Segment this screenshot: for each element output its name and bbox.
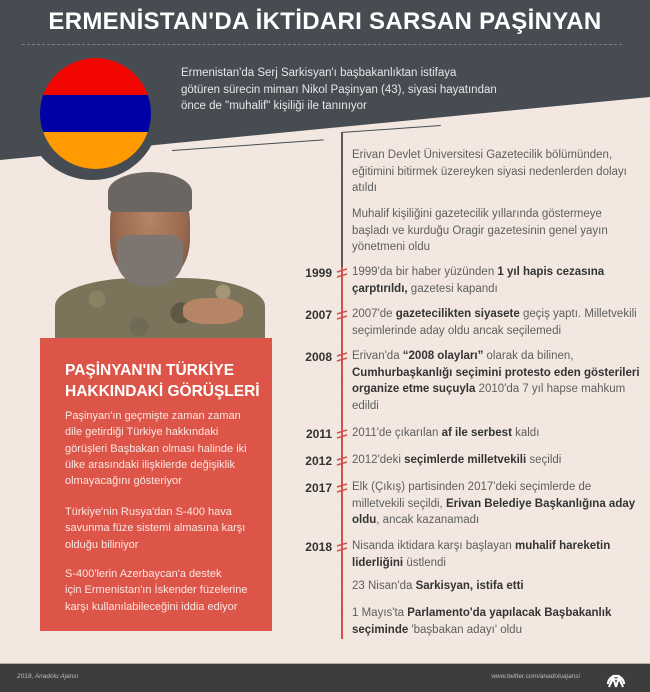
entry-text: kaldı <box>511 427 540 439</box>
armenia-flag-icon <box>40 58 151 169</box>
timeline-year: 2012 <box>305 454 332 468</box>
entry-text: 2007'de <box>352 308 396 320</box>
timeline-year: 2011 <box>305 427 332 441</box>
timeline-entry-text <box>352 206 642 256</box>
title-line: PAŞİNYAN'IN TÜRKİYE <box>65 362 235 379</box>
entry-text: Elk (Çıkış) partisinden 2017'deki seçimlerde de milletvekili seçildi, <box>352 481 592 510</box>
paragraph-line: dile getirdiği Türkiye hakkındaki <box>65 426 219 439</box>
entry-text: 2012'deki <box>352 454 405 466</box>
timeline-break-icon <box>336 483 348 493</box>
highlight-text: Parlamento'da yapılacak Başbakanlık seçiminde <box>352 607 612 636</box>
photo-hand <box>183 298 243 324</box>
photo-beard <box>117 235 183 287</box>
paragraph-line: ülke arasındaki ilişkilerde değişiklik <box>65 458 235 471</box>
entry-text: seçildi <box>526 454 562 466</box>
timeline-line-dark <box>341 132 343 267</box>
turkey-views-title <box>65 360 265 402</box>
entry-text: Erivan'da <box>352 350 403 362</box>
page-title: ERMENİSTAN'DA İKTİDARI SARSAN PAŞİNYAN <box>48 8 602 35</box>
paragraph-line: Paşinyan'ın geçmişte zaman zaman <box>65 410 241 422</box>
entry-text: 2011'de çıkarılan <box>352 427 442 439</box>
entry-text: 'başbakan adayı' oldu <box>408 623 522 636</box>
highlight-text: Erivan Belediye Başkanlığına aday oldu <box>352 497 636 526</box>
flag-band-blue <box>40 95 151 132</box>
turkey-views-panel <box>40 338 272 631</box>
timeline-entry-text <box>352 452 642 469</box>
paragraph-line: S-400'lerin Azerbaycan'a destek <box>65 568 222 580</box>
timeline-break-icon <box>336 268 348 278</box>
highlight-text: “2008 olayları” <box>402 350 484 362</box>
title-line: HAKKINDAKİ GÖRÜŞLERİ <box>65 383 260 400</box>
timeline-top-line <box>341 125 441 133</box>
timeline-entry-text <box>352 538 642 571</box>
entry-text: , ancak kazanamadı <box>376 514 480 526</box>
timeline-year: 2008 <box>305 350 332 364</box>
highlight-text: 1 yıl hapis cezasına çarptırıldı, <box>352 266 605 295</box>
footer <box>0 663 650 692</box>
turkey-views-paragraph <box>65 408 270 489</box>
intro-text <box>181 65 541 115</box>
portrait-photo <box>55 170 265 338</box>
timeline-entry-text <box>352 578 642 595</box>
timeline-break-icon <box>336 542 348 552</box>
timeline-break-icon <box>336 456 348 466</box>
timeline-line-red <box>341 267 343 639</box>
turkey-views-paragraph <box>65 566 270 615</box>
photo-hair <box>108 172 192 212</box>
timeline-break-icon <box>336 310 348 320</box>
timeline-year: 2007 <box>305 308 332 322</box>
decorative-line <box>172 139 324 151</box>
entry-text: 23 Nisan'da <box>352 580 416 592</box>
timeline-entry-text <box>352 264 642 297</box>
footer-url[interactable]: www.twitter.com/anadoluajansi <box>491 673 580 680</box>
highlight-text: seçimlerde milletvekili <box>404 454 527 466</box>
timeline-entry-text <box>352 605 642 638</box>
intro-line: önce de "muhalif" kişiliği ile tanınıyor <box>181 100 367 112</box>
intro-line: Ermenistan'da Serj Sarkisyan'ı başbakanlıktan istifaya <box>181 67 457 79</box>
timeline-break-icon <box>336 352 348 362</box>
intro-line: götüren sürecin mimarı Nikol Paşinyan (43), siyasi hayatından <box>181 83 497 96</box>
entry-text: üstlendi <box>403 556 446 569</box>
paragraph-line: savunma füze sistemi almasına karşı <box>65 522 246 535</box>
entry-text: 1999'da bir haber yüzünden <box>352 266 498 278</box>
timeline-year: 1999 <box>305 266 332 280</box>
paragraph-line: Türkiye'nin Rusya'dan S-400 hava <box>65 506 232 518</box>
paragraph-line: için Ermenistan'ın İskender füzelerine <box>65 584 248 597</box>
entry-text: olarak da bilinen, <box>483 350 574 362</box>
paragraph-line: görüşleri Başbakan olması halinde iki <box>65 442 247 455</box>
entry-text: 1 Mayıs'ta <box>352 607 408 619</box>
entry-text: 2010'da 7 yıl hapse mahkum edildi <box>352 383 626 412</box>
timeline-entry-text <box>352 147 642 197</box>
highlight-text: muhalif hareketin liderliğini <box>352 540 611 569</box>
anadolu-agency-logo-icon <box>605 668 627 688</box>
entry-text: Muhalif kişiliğini gazetecilik yıllarında göstermeye başladı ve kurduğu Oragir gazetesinin genel yayın yönetmeni oldu <box>352 208 608 253</box>
timeline-year: 2018 <box>305 540 332 554</box>
paragraph-line: olduğu biliniyor <box>65 538 139 551</box>
entry-text: geçiş yaptı. Milletvekili seçimlerinde aday oldu ancak seçilemedi <box>352 308 637 337</box>
highlight-text: af ile serbest <box>441 427 512 439</box>
entry-text: gazetesi kapandı <box>407 282 498 295</box>
highlight-text: gazetecilikten siyasete <box>395 308 520 320</box>
timeline-entry-text <box>352 348 642 414</box>
highlight-text: Sarkisyan, istifa etti <box>415 580 524 592</box>
footer-copyright: 2018, Anadolu Ajansı <box>17 673 79 680</box>
timeline-entry-text <box>352 306 642 339</box>
paragraph-line: karşı kullanılabileceğini iddia ediyor <box>65 600 238 613</box>
timeline-entry-text <box>352 479 642 529</box>
timeline-break-icon <box>336 429 348 439</box>
turkey-views-paragraph <box>65 504 270 553</box>
timeline-year: 2017 <box>305 481 332 495</box>
title-divider <box>22 44 622 45</box>
entry-text: Erivan Devlet Üniversitesi Gazetecilik bölümünden, eğitimini bitirmek üzereyken siyasi nedenlerden dolayı atıldı <box>352 149 627 194</box>
entry-text: Nisanda iktidara karşı başlayan <box>352 540 515 552</box>
paragraph-line: olmayacağını gösteriyor <box>65 475 182 488</box>
timeline-entry-text <box>352 425 642 442</box>
highlight-text: Cumhurbaşkanlığı seçimini protesto eden gösterileri organize etme suçuyla <box>352 366 640 395</box>
